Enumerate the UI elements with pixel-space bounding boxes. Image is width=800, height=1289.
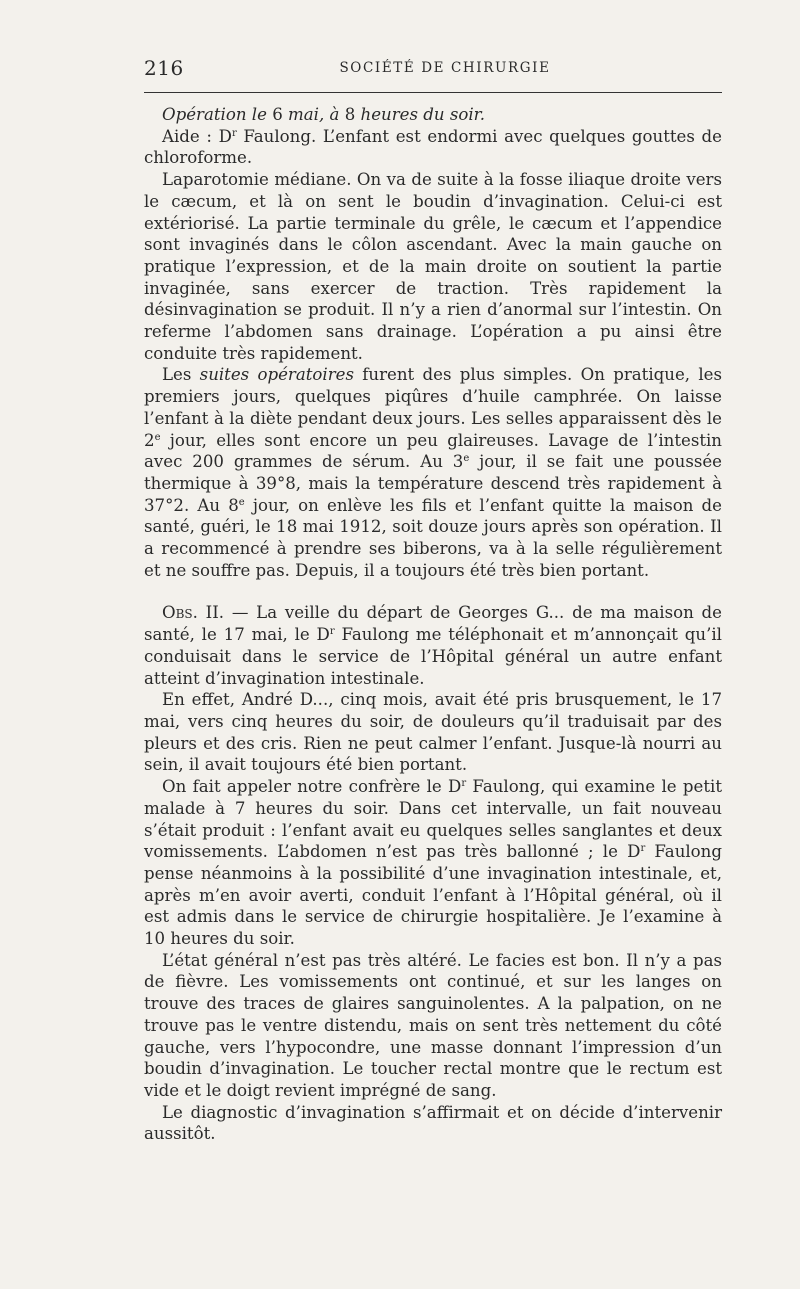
paragraph-etat-general: L’état général n’est pas très altéré. Le facies est bon. Il n’y a pas de fièvre. Les vomissements ont continué, et sur les langes on trouve des traces de glaires sanguinolentes. A la palpation, on ne trouve pas le ventre distendu, mais on sent très nettement du côté gauche, vers l’hypocondre, une masse donnant l’impression d’un boudin d’invagination. Le toucher rectal montre que le rectum est vide et le doigt revient imprégné de sang. xyxy=(144,950,722,1100)
paragraph-suites xyxy=(144,364,722,581)
aide-text-2: Faulong. L’enfant est endormi avec quelques gouttes de chloroforme. xyxy=(144,126,722,168)
paragraph-faulong xyxy=(144,776,722,950)
suites-text-4: jour, il se fait une poussée thermique à 39°8, mais la température descend très rapidement à 37°2. Au 8 xyxy=(144,452,722,515)
page-header xyxy=(144,52,722,93)
obs-label: Obs. II. xyxy=(162,603,225,623)
paragraph-andre: En effet, André D..., cinq mois, avait été pris brusquement, le 17 mai, vers cinq heures du soir, de douleurs qu’il traduisait par des pleurs et des cris. Rien ne peut calmer l’enfant. Jusque-là nourri au sein, il avait toujours été bien portant. xyxy=(144,690,722,775)
running-head: SOCIÉTÉ DE CHIRURGIE xyxy=(339,60,551,76)
paragraph-laparotomie: Laparotomie médiane. On va de suite à la fosse iliaque droite vers le cæcum, et là on sent le boudin d’invagination. Celui-ci est extériorisé. La partie terminale du grêle, le cæcum et l’appendice sont invaginés dans le côlon ascendant. Avec la main gauche on pratique l’expression, et de la main droite on soutient la partie invaginée, sans exercer de traction. Très rapidement la désinvagination se produit. Il n’y a rien d’anormal sur l’intestin. On referme l’abdomen sans drainage. L’opération a pu ainsi être conduite très rapidement. xyxy=(144,170,722,363)
faulong-text-2: Faulong, qui examine le petit malade à 7 heures du soir. Dans cet intervalle, un fait nouveau s’était produit : l’enfant avait eu quelques selles sanglantes et deux vomissements. L’abdomen n’est pas très ballonné ; le D xyxy=(144,777,722,862)
suites-sup-2: e xyxy=(463,453,470,465)
operation-day: 6 xyxy=(272,105,283,124)
aide-sup: r xyxy=(231,127,237,139)
faulong-sup-1: r xyxy=(461,778,467,790)
obs-text: — La veille du départ de Georges G... de ma maison de santé, le 17 mai, le D xyxy=(144,603,722,645)
aide-text: Aide : D xyxy=(162,126,232,146)
paragraph-diagnostic: Le diagnostic d’invagination s’affirmait et on décide d’intervenir aussitôt. xyxy=(144,1102,722,1144)
page-body xyxy=(144,104,722,1145)
paragraph-obs-ii xyxy=(144,602,722,689)
operation-date-text: Opération le xyxy=(162,105,273,124)
operation-date-text-2: mai, à xyxy=(282,105,345,124)
suites-sup-1: e xyxy=(154,431,161,443)
obs-text-2: Faulong me téléphonait et m’annonçait qu’il conduisait dans le service de l’Hôpital général un autre enfant atteint d’invagination intestinale. xyxy=(144,625,722,688)
paragraph-operation-date xyxy=(144,104,722,126)
operation-date-text-3: heures du soir. xyxy=(355,105,486,124)
operation-hour: 8 xyxy=(344,105,356,124)
faulong-sup-2: r xyxy=(640,843,646,855)
obs-sup: r xyxy=(329,626,335,638)
faulong-text: On fait appeler notre confrère le D xyxy=(162,777,462,797)
suites-text: Les xyxy=(162,365,200,385)
suites-text-3: jour, elles sont encore un peu glaireuses. Lavage de l’intestin avec 200 grammes de sérum. Au 3 xyxy=(144,430,722,472)
paragraph-aide xyxy=(144,126,722,169)
suites-text-2: furent des plus simples. On pratique, les premiers jours, quelques piqûres d’huile camphrée. On laisse l’enfant à la diète pendant deux jours. Les selles apparaissent dès le 2 xyxy=(144,365,722,450)
faulong-text-3: Faulong pense néanmoins à la possibilité d’une invagination intestinale, et, après m’en avoir averti, conduit l’enfant à l’Hôpital général, où il est admis dans le service de chirurgie hospitalière. Je l’examine à 10 heures du soir. xyxy=(144,842,722,949)
suites-sup-3: e xyxy=(238,496,245,508)
suites-italic: suites opératoires xyxy=(199,365,354,385)
suites-text-5: jour, on enlève les fils et l’enfant quitte la maison de santé, guéri, le 18 mai 1912, soit douze jours après son opération. Il a recommencé à prendre ses biberons, va à la selle régulièrement et ne souffre pas. Depuis, il a toujours été très bien portant. xyxy=(144,495,722,580)
page-number: 216 xyxy=(144,56,184,80)
